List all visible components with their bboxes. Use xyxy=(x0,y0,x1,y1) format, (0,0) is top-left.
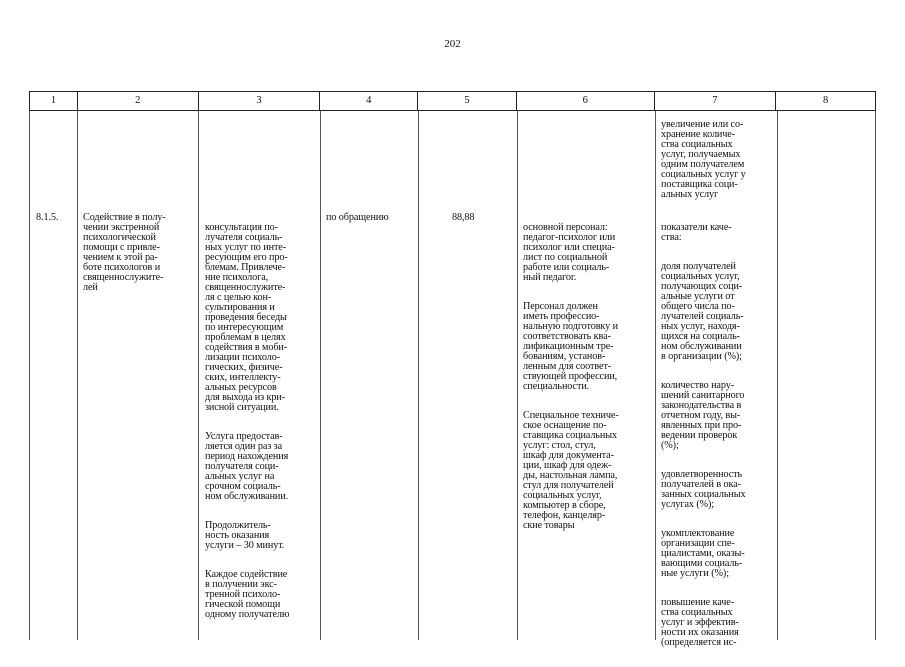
service-name: Содействие в полу- чении экстренной психологической помощи с привле- чением к этой ра- боте психологов и священнослужите- лей xyxy=(83,212,166,293)
description-paragraph: Каждое содействие в получении экс- тренной психоло- гической помощи одному получателю xyxy=(205,569,290,620)
service-description xyxy=(205,213,317,639)
service-tariff: 88,88 xyxy=(452,212,475,223)
conditions-paragraph: Специальное техниче- ское оснащение по- ставщика социальных услуг: стол, стул, шкаф для документа- ции, шкаф для одеж- ды, настольная лампа, стул для получателей социальных услуг, компьютер в сборе, телефон, канцеляр- ские товары xyxy=(523,410,619,531)
column-divider xyxy=(320,111,321,640)
column-divider xyxy=(777,111,778,640)
page-number: 202 xyxy=(444,38,461,50)
column-divider xyxy=(198,111,199,640)
indicator-paragraph: доля получателей социальных услуг, получающих соци- альные услуги от общего числа по- лучателей социаль- ных услуг, находя- щихся на социаль- ном обслуживании в организации (%); xyxy=(661,261,744,362)
service-frequency: по обращению xyxy=(326,212,389,223)
service-indicators xyxy=(661,213,775,667)
continuation-indicator-text: увеличение или со- хранение количе- ства социальных услуг, получаемых одним получателем социальных услуг у поставщика соци- альных услуг xyxy=(661,119,746,200)
column-header-6: 6 xyxy=(517,92,655,110)
column-header-8: 8 xyxy=(823,95,829,106)
column-header-1: 1 xyxy=(30,92,78,110)
indicator-paragraph: показатели каче- ства: xyxy=(661,222,732,243)
column-header-4: 4 xyxy=(320,92,418,110)
column-divider xyxy=(655,111,656,640)
indicator-paragraph: удовлетворенность получателей в ока- занных социальных услугах (%); xyxy=(661,469,746,510)
description-paragraph: консультация по- лучателя социаль- ных услуг по инте- ресующим его про- блемам. Привлече- ние психолога, священнослужите- ля с целью кон- сультирования и проведения беседы по интересующим проблемам в целях содействия в моби- лизации психоло- гических, физиче- ских, интеллекту- альных ресурсов для выхода из кри- зисной ситуации. xyxy=(205,222,288,413)
column-divider xyxy=(875,111,876,640)
description-paragraph: Продолжитель- ность оказания услуги – 30 минут. xyxy=(205,520,285,551)
service-number: 8.1.5. xyxy=(36,212,59,223)
column-header-7: 7 xyxy=(655,92,777,110)
indicator-paragraph: повышение каче- ства социальных услуг и эффектив- ности их оказания (определяется ис- xyxy=(661,597,739,648)
column-divider xyxy=(418,111,419,640)
column-header-5: 5 xyxy=(418,92,517,110)
conditions-paragraph: основной персонал: педагог-психолог или психолог или специа- лист по социальной работе или социаль- ный педагог. xyxy=(523,222,616,283)
column-divider xyxy=(77,111,78,640)
indicator-paragraph: количество нару- шений санитарного законодательства в отчетном году, вы- явленных при про- ведении проверок (%); xyxy=(661,380,745,451)
service-conditions xyxy=(523,213,653,550)
description-paragraph: Услуга предостав- ляется один раз за период нахождения получателя соци- альных услуг на срочном социаль- ном обслуживании. xyxy=(205,431,289,502)
column-header-3: 3 xyxy=(199,92,321,110)
indicator-paragraph: укомплектование организации спе- циалистами, оказы- вающими социаль- ные услуги (%); xyxy=(661,528,745,579)
conditions-paragraph: Персонал должен иметь профессио- нальную подготовку и соответствовать ква- лификационным тре- бованиям, установ- ленным для соответ- ствующей профессии, специальности. xyxy=(523,301,618,392)
column-header-2: 2 xyxy=(78,92,199,110)
column-divider xyxy=(29,111,30,640)
table-header-row xyxy=(29,91,876,111)
column-divider xyxy=(517,111,518,640)
